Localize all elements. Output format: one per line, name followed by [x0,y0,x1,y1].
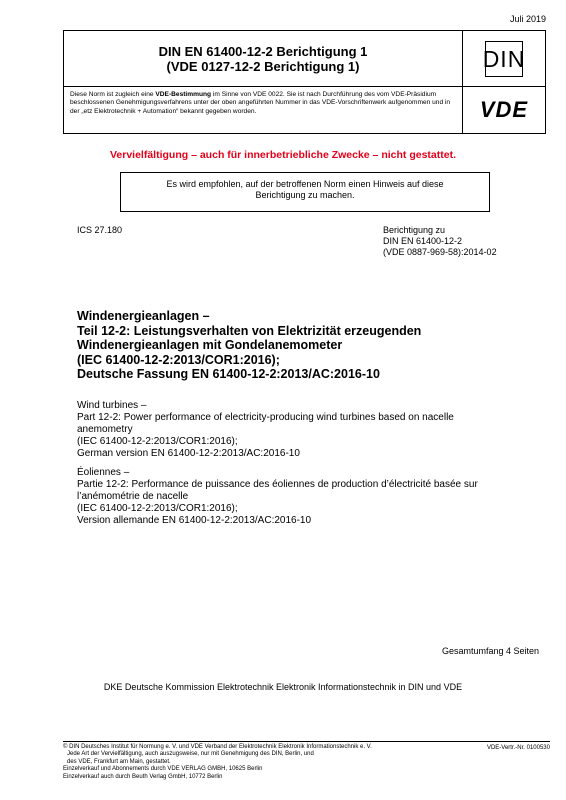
page-count: Gesamtumfang 4 Seiten [441,646,539,656]
hinweis-line2: Berichtigung zu machen. [255,190,355,200]
title-english [77,400,454,460]
title-fr-line3: l’anémométrie de nacelle [77,491,189,502]
title-en-line3: anemometry [77,424,133,435]
hinweis-box [120,172,490,212]
ics-code: ICS 27.180 [77,225,123,235]
header-frame [63,30,546,134]
title-german [77,309,421,382]
title-de-line3: Windenergieanlagen mit Gondelanemometer [77,338,343,352]
title-de-line4: (IEC 61400-12-2:2013/COR1:2016); [77,352,280,367]
title-en-line4: (IEC 61400-12-2:2013/COR1:2016); [77,436,238,447]
header-title-row [64,31,545,87]
vde-logo-cell [463,87,545,133]
standard-title-line2: (VDE 0127-12-2 Berichtigung 1) [166,58,360,74]
vde-note-pre: Diese Norm ist zugleich eine [70,91,156,98]
title-de-line1: Windenergieanlagen – [77,309,210,323]
berichtigung-line3: (VDE 0887-969-58):2014-02 [383,247,497,257]
title-de-line2: Teil 12-2: Leistungsverhalten von Elektrizität erzeugenden [77,323,422,338]
standard-title [64,31,463,86]
hinweis-line1: Es wird empfohlen, auf der betroffenen Norm einen Hinweis auf diese [166,179,444,189]
footer-sales-beuth: Einzelverkauf auch durch Beuth Verlag GmbH, 10772 Berlin [63,773,223,780]
title-en-line5: German version EN 61400-12-2:2013/AC:2016-10 [77,448,300,459]
header-note-row [64,87,545,133]
vde-note-bold: VDE-Bestimmung [155,91,212,98]
vde-contract-number: VDE-Vertr.-Nr. 0100530 [486,745,550,751]
title-fr-line1: Éoliennes – [77,467,130,478]
title-fr-line2: Partie 12-2: Performance de puissance des éoliennes de production d’électricité basée sur [77,479,478,490]
berichtigung-reference [383,225,497,258]
title-en-line1: Wind turbines – [77,400,147,411]
vde-logo: VDE [479,97,529,122]
din-logo-cell [463,31,545,86]
footer-reproduction: Jede Art der Vervielfältigung, auch auszugsweise, nur mit Genehmigung des DIN, Berlin, und [67,751,314,758]
title-de-line5: Deutsche Fassung EN 61400-12-2:2013/AC:2016-10 [77,367,380,381]
footer-reproduction-cont: des VDE, Frankfurt am Main, gestattet. [67,758,171,765]
standard-title-line1: DIN EN 61400-12-2 Berichtigung 1 [158,43,368,59]
dke-line: DKE Deutsche Kommission Elektrotechnik Elektronik Informationstechnik in DIN und VDE [103,682,463,692]
footer-copyright: © DIN Deutsches Institut für Normung e. V. und VDE Verband der Elektrotechnik Elektronik Informationstechnik e. V. [63,744,372,750]
din-logo-text: DIN [482,45,526,72]
title-french [77,467,478,527]
berichtigung-line2: DIN EN 61400-12-2 [383,236,463,246]
title-fr-line5: Version allemande EN 61400-12-2:2013/AC:2016-10 [77,515,312,526]
berichtigung-line1: Berichtigung zu [383,225,446,235]
din-logo [482,41,526,77]
issue-date: Juli 2019 [509,14,546,24]
vde-note-post: im Sinne von VDE 0022. Sie ist nach Durchführung des vom VDE-Präsidium beschlossenen Genehmigungsverfahrens unter der oben angeführten Nummer in das VDE-Vorschriftenwerk aufgenommen und in der „etz Elektrotechnik + Automation“ bekannt gegeben worden. [70,91,451,115]
title-en-line2: Part 12-2: Power performance of electricity-producing wind turbines based on nacelle [77,412,454,423]
footer [63,741,550,781]
title-fr-line4: (IEC 61400-12-2:2013/COR1:2016); [77,503,238,514]
vde-note [64,87,463,133]
copy-warning: Vervielfältigung – auch für innerbetriebliche Zwecke – nicht gestattet. [109,149,456,161]
footer-sales-vde: Einzelverkauf und Abonnements durch VDE VERLAG GMBH, 10625 Berlin [63,766,263,773]
